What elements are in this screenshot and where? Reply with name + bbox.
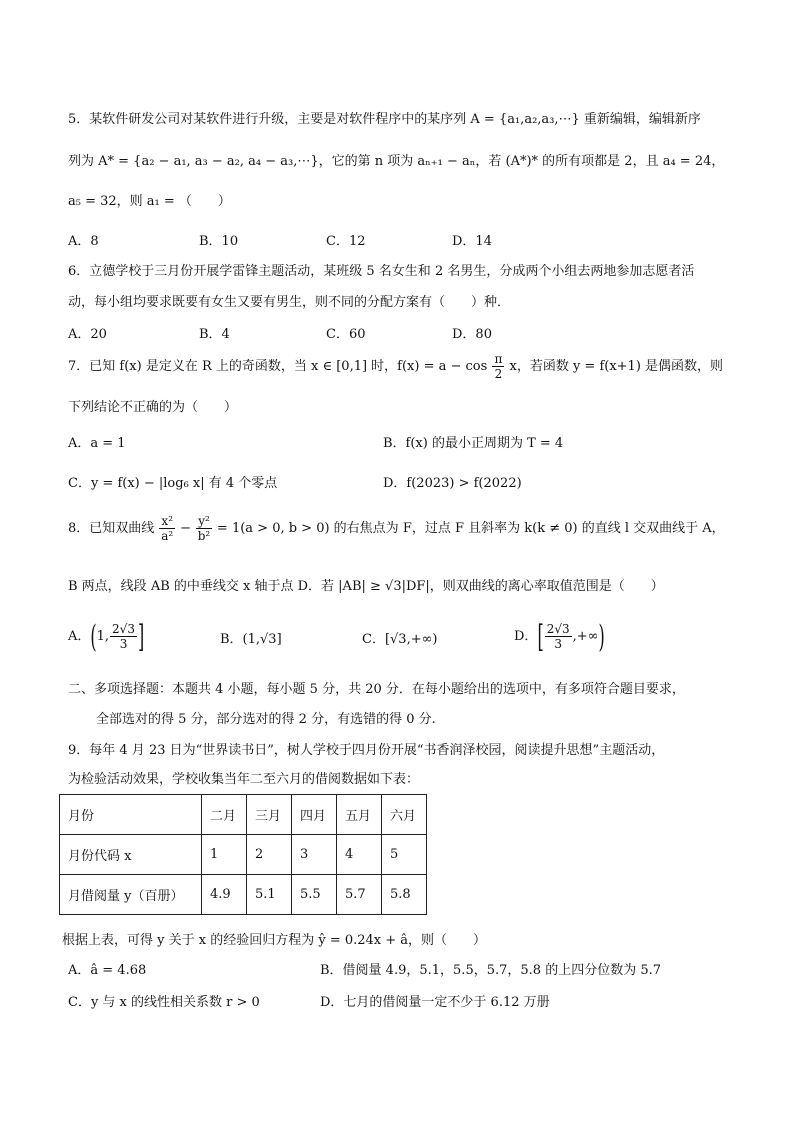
q7-option-d: D．f(2023) > f(2022) (383, 476, 522, 491)
q6-option-b: B．4 (199, 327, 230, 342)
q8-option-c: C．[√3,+∞) (362, 632, 438, 647)
q8-frac1-numerator: x² (161, 514, 173, 528)
q8-stem-suffix: = 1(a > 0, b > 0) 的右焦点为 F，过点 F 且斜率为 k(k ≠ 0) 的直线 l 交双曲线于 A， (216, 521, 725, 536)
q8-option-d-label: D． (514, 629, 538, 644)
q5-option-d: D．14 (452, 234, 492, 249)
table-cell: 5 (382, 835, 427, 875)
q8-frac2-denominator: b² (197, 529, 211, 543)
table-cell: 5.8 (382, 875, 427, 915)
q7-stem-part1: 7．已知 f(x) 是定义在 R 上的奇函数，当 x ∈ [0,1] 时，f(x) = a − cos (68, 359, 488, 374)
q5-stem-line2: 列为 A* = {a₂ − a₁, a₃ − a₂, a₄ − a₃,⋯}，它的第 n 项为 aₙ₊₁ − aₙ，若 (A*)* 的所有项都是 2，且 a₄ = 24， (68, 154, 725, 169)
q8-frac1-denominator: a² (161, 529, 174, 543)
table-row (60, 795, 427, 835)
table-cell: 3 (292, 835, 337, 875)
q8-stem-prefix: 8．已知双曲线 (68, 521, 155, 536)
q8-minus-sign: − (180, 521, 192, 536)
q9-option-b: B．借阅量 4.9，5.1，5.5，5.7，5.8 的上四分位数为 5.7 (320, 963, 661, 978)
table-cell: 4.9 (202, 875, 247, 915)
q7-option-b: B．f(x) 的最小正周期为 T = 4 (383, 436, 564, 451)
q6-stem-line2: 动，每小组均要求既要有女生又要有男生，则不同的分配方案有（ ）种． (68, 295, 511, 310)
q5-option-a: A．8 (68, 234, 99, 249)
q7-frac-numerator: π (494, 352, 503, 366)
q8-option-b: B．(1,√3] (220, 632, 282, 647)
q8-fraction-x2-a2 (159, 514, 175, 543)
q7-stem-part2: x，若函数 y = f(x+1) 是偶函数，则 (509, 359, 724, 374)
table-row (60, 875, 427, 915)
q8-stem-line1 (68, 514, 725, 543)
q6-option-d: D．80 (452, 327, 492, 342)
q6-stem-line1: 6．立德学校于三月份开展学雷锋主题活动，某班级 5 名女生和 2 名男生，分成两个小组去两地参加志愿者活 (68, 264, 695, 279)
q8-option-a (68, 618, 145, 655)
table-cell: 三月 (247, 795, 292, 835)
q6-option-c: C．60 (326, 327, 366, 342)
q8-option-a-frac-num: 2√3 (112, 622, 135, 636)
table-cell: 月份 (60, 795, 202, 835)
q8-option-a-lower: 1, (96, 629, 110, 644)
section2-heading-line1: 二、多项选择题：本题共 4 小题，每小题 5 分，共 20 分．在每小题给出的选项中，有多项符合题目要求， (68, 682, 685, 697)
q9-stem-line2: 为检验活动效果，学校收集当年二至六月的借阅数据如下表： (68, 772, 420, 787)
q8-option-a-open-paren: ( (90, 618, 97, 655)
q9-option-d: D．七月的借阅量一定不少于 6.12 万册 (320, 995, 550, 1010)
table-cell: 月借阅量 y（百册） (60, 875, 202, 915)
q8-option-d-upper: ,+∞ (572, 629, 599, 644)
table-cell: 六月 (382, 795, 427, 835)
q8-stem-line2: B 两点，线段 AB 的中垂线交 x 轴于点 D．若 |AB| ≥ √3|DF|，则双曲线的离心率取值范围是（ ） (68, 579, 664, 594)
q9-option-a: A．â = 4.68 (68, 963, 147, 978)
q7-stem-line2: 下列结论不正确的为（ ） (68, 400, 238, 415)
q8-fraction-y2-b2 (196, 514, 212, 543)
q8-frac2-numerator: y² (198, 514, 210, 528)
q8-option-a-frac-den: 3 (119, 637, 128, 651)
table-cell: 五月 (337, 795, 382, 835)
table-cell: 1 (202, 835, 247, 875)
section2-heading-line2: 全部选对的得 5 分，部分选对的得 2 分，有选错的得 0 分. (96, 712, 436, 727)
table-cell: 四月 (292, 795, 337, 835)
q8-option-d-open-bracket: [ (537, 618, 544, 655)
q8-option-d-fraction (545, 622, 572, 651)
q9-stem-line3: 根据上表，可得 y 关于 x 的经验回归方程为 ŷ = 0.24x + â，则（ ） (62, 933, 487, 948)
q9-data-table (59, 794, 427, 915)
q5-option-c: C．12 (326, 234, 366, 249)
q7-option-a: A．a = 1 (68, 436, 126, 451)
q5-stem-line3: a₅ = 32，则 a₁ = （ ） (68, 194, 231, 209)
q8-option-d (514, 618, 605, 655)
table-cell: 二月 (202, 795, 247, 835)
table-cell: 5.5 (292, 875, 337, 915)
q7-stem-line1 (68, 352, 723, 381)
q8-option-d-close-paren: ) (598, 618, 605, 655)
table-row (60, 835, 427, 875)
q7-option-c: C．y = f(x) − |log₆ x| 有 4 个零点 (68, 476, 278, 491)
q8-option-a-label: A． (68, 629, 91, 644)
q8-option-a-fraction (110, 622, 137, 651)
table-cell: 5.7 (337, 875, 382, 915)
q8-option-d-frac-num: 2√3 (546, 622, 570, 636)
q6-option-a: A．20 (68, 327, 107, 342)
q8-option-a-close-bracket: ] (137, 618, 145, 655)
q5-stem-line1: 5．某软件研发公司对某软件进行升级，主要是对软件程序中的某序列 A = {a₁,a₂,a₃,⋯} 重新编辑，编辑新序 (68, 112, 701, 127)
table-cell: 4 (337, 835, 382, 875)
table-cell: 5.1 (247, 875, 292, 915)
q5-option-b: B．10 (199, 234, 239, 249)
table-cell: 2 (247, 835, 292, 875)
q9-stem-line1: 9．每年 4 月 23 日为“世界读书日”，树人学校于四月份开展“书香润泽校园，阅读提升思想”主题活动， (68, 743, 665, 758)
q7-fraction-pi-over-2 (492, 352, 504, 381)
q7-frac-denominator: 2 (494, 367, 503, 381)
q8-option-d-frac-den: 3 (554, 637, 562, 651)
q9-option-c: C．y 与 x 的线性相关系数 r > 0 (68, 995, 260, 1010)
table-cell: 月份代码 x (60, 835, 202, 875)
